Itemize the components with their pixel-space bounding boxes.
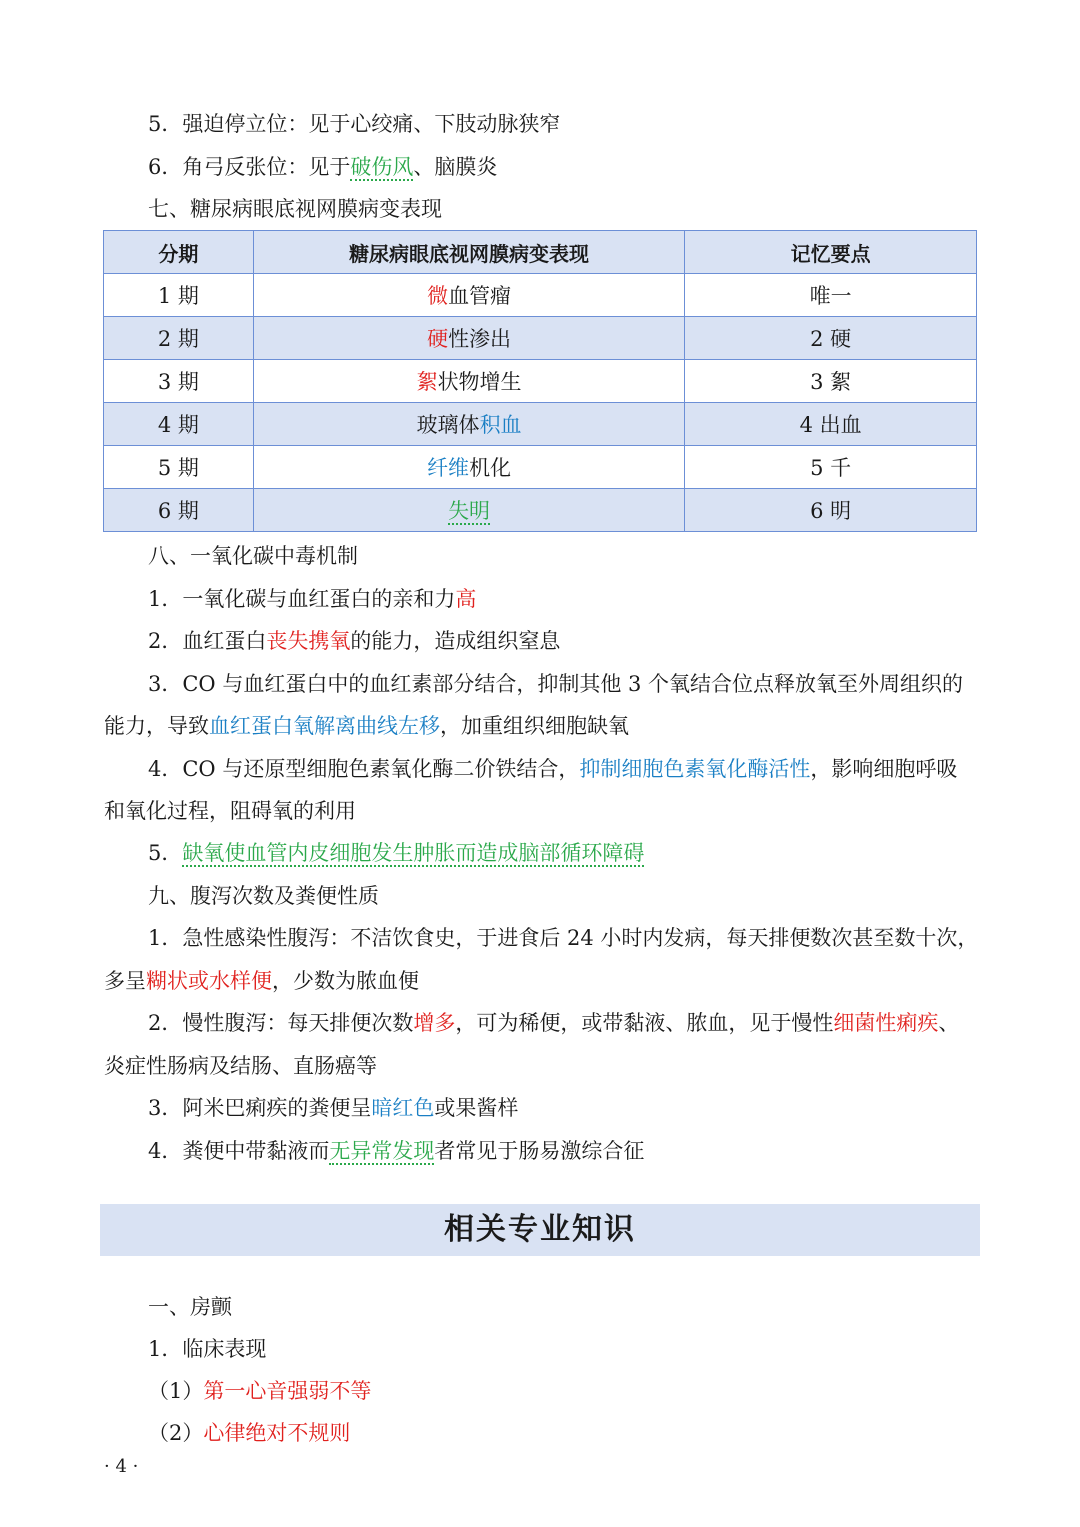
- highlight-red: 心律绝对不规则: [203, 1421, 351, 1445]
- cell-stage: 1 期: [104, 274, 254, 317]
- item-text: （1）: [148, 1379, 204, 1403]
- co-point-3-line2: [104, 705, 980, 747]
- table-row: [104, 446, 977, 489]
- af-item-2: [104, 1412, 980, 1454]
- item-text: 3．阿米巴痢疾的粪便呈: [148, 1096, 372, 1120]
- highlight-blue: 血红蛋白氧解离曲线左移: [209, 714, 440, 738]
- diarrhea-point-4: [104, 1130, 980, 1172]
- item-text: 1．急性感染性腹泻：不洁饮食史，于进食后 24 小时内发病，每天排便数次甚至数十次，: [148, 926, 979, 950]
- section-heading-8: [104, 535, 980, 577]
- item-text: ，可为稀便，或带黏液、脓血，见于慢性: [455, 1011, 834, 1035]
- highlight-green: 缺氧使血管内皮细胞发生肿胀而造成脑部循环障碍: [182, 841, 645, 865]
- item-text: 者常见于肠易激综合征: [434, 1139, 645, 1163]
- table-row: [104, 317, 977, 360]
- item-text: 1．临床表现: [148, 1337, 267, 1361]
- cell-stage: 4 期: [104, 403, 254, 446]
- header-memory-tip: 记忆要点: [685, 231, 977, 274]
- item-text: 2．血红蛋白: [148, 629, 267, 653]
- item-text: （2）: [148, 1421, 204, 1445]
- highlight-red: 增多: [413, 1011, 456, 1035]
- highlight-red: 微: [427, 284, 449, 308]
- item-opisthotonus: [104, 146, 980, 188]
- cell-text: 状物增生: [437, 370, 522, 394]
- diarrhea-point-1-line2: [104, 960, 980, 1002]
- co-point-3-line1: [104, 663, 980, 705]
- item-text: 炎症性肠病及结肠、直肠癌等: [104, 1054, 377, 1078]
- item-forced-standing: [104, 103, 980, 145]
- item-text: ，影响细胞呼吸: [810, 757, 958, 781]
- item-text: 2．慢性腹泻：每天排便次数: [148, 1011, 414, 1035]
- highlight-blue: 暗红色: [371, 1096, 435, 1120]
- co-point-1: [104, 578, 980, 620]
- cell-manifestation: [253, 489, 684, 532]
- item-text: 4．CO 与还原型细胞色素氧化酶二价铁结合，: [148, 757, 580, 781]
- cell-memory: 2 硬: [685, 317, 977, 360]
- cell-manifestation: [253, 274, 684, 317]
- diarrhea-point-2-line1: [104, 1002, 980, 1044]
- cell-memory: 4 出血: [685, 403, 977, 446]
- highlight-red: 第一心音强弱不等: [203, 1379, 372, 1403]
- item-text: 或果酱样: [434, 1096, 519, 1120]
- item-text: 6．角弓反张位：见于: [148, 155, 351, 179]
- highlight-green: 破伤风: [350, 155, 414, 179]
- cell-manifestation: [253, 317, 684, 360]
- highlight-blue: 纤维: [427, 456, 470, 480]
- item-text: 5．: [148, 841, 183, 865]
- cell-manifestation: [253, 446, 684, 489]
- item-text: ，加重组织细胞缺氧: [440, 714, 629, 738]
- item-text: 的能力，造成组织窒息: [350, 629, 561, 653]
- highlight-red: 丧失携氧: [266, 629, 351, 653]
- cell-text: 性渗出: [448, 327, 512, 351]
- diarrhea-point-1-line1: [104, 917, 980, 959]
- item-text: 和氧化过程，阻碍氧的利用: [104, 799, 356, 823]
- cell-text: 机化: [469, 456, 512, 480]
- cell-text: 玻璃体: [416, 413, 480, 437]
- highlight-blue: 抑制细胞色素氧化酶活性: [579, 757, 811, 781]
- highlight-red: 絮: [416, 370, 438, 394]
- cell-manifestation: [253, 360, 684, 403]
- item-text: 5．强迫停立位：见于心绞痛、下肢动脉狭窄: [148, 112, 561, 136]
- section-title: 八、一氧化碳中毒机制: [148, 544, 358, 568]
- cell-stage: 5 期: [104, 446, 254, 489]
- item-text: 4．粪便中带黏液而: [148, 1139, 330, 1163]
- highlight-blue: 积血: [479, 413, 522, 437]
- retinopathy-table: [103, 230, 977, 532]
- section-title: 一、房颤: [148, 1295, 232, 1319]
- cell-text: 血管瘤: [448, 284, 512, 308]
- section-banner: 相关专业知识: [100, 1204, 980, 1256]
- table-row: [104, 360, 977, 403]
- page-number: · 4 ·: [104, 1456, 139, 1477]
- co-point-4-line2: [104, 790, 980, 832]
- co-point-4-line1: [104, 748, 980, 790]
- highlight-green: 失明: [448, 499, 491, 523]
- section-heading-7: [104, 188, 980, 230]
- cell-manifestation: [253, 403, 684, 446]
- item-text: 、: [938, 1011, 960, 1035]
- diarrhea-point-3: [104, 1087, 980, 1129]
- section-heading-af: [104, 1286, 980, 1328]
- highlight-red: 糊状或水样便: [146, 969, 272, 993]
- cell-memory: 唯一: [685, 274, 977, 317]
- table-header-row: [104, 231, 977, 274]
- co-point-5: [104, 832, 980, 874]
- highlight-green: 无异常发现: [329, 1139, 435, 1163]
- section-title: 九、腹泻次数及粪便性质: [148, 884, 379, 908]
- highlight-red: 硬: [427, 327, 449, 351]
- table-row: [104, 274, 977, 317]
- item-text: 能力，导致: [104, 714, 209, 738]
- highlight-red: 高: [455, 587, 477, 611]
- cell-stage: 3 期: [104, 360, 254, 403]
- header-manifestation: 糖尿病眼底视网膜病变表现: [253, 231, 684, 274]
- af-item-1: [104, 1370, 980, 1412]
- table-row: [104, 403, 977, 446]
- item-text: 、脑膜炎: [413, 155, 498, 179]
- diarrhea-point-2-line2: [104, 1045, 980, 1087]
- cell-stage: 6 期: [104, 489, 254, 532]
- header-stage: 分期: [104, 231, 254, 274]
- section-title: 七、糖尿病眼底视网膜病变表现: [148, 197, 442, 221]
- cell-stage: 2 期: [104, 317, 254, 360]
- cell-memory: 6 明: [685, 489, 977, 532]
- section-heading-9: [104, 875, 980, 917]
- highlight-red: 细菌性痢疾: [833, 1011, 939, 1035]
- af-subheading: [104, 1328, 980, 1370]
- item-text: 多呈: [104, 969, 146, 993]
- item-text: ，少数为脓血便: [272, 969, 419, 993]
- item-text: 3．CO 与血红蛋白中的血红素部分结合，抑制其他 3 个氧结合位点释放氧至外周组织的: [148, 672, 964, 696]
- co-point-2: [104, 620, 980, 662]
- table-row: [104, 489, 977, 532]
- cell-memory: 3 絮: [685, 360, 977, 403]
- cell-memory: 5 千: [685, 446, 977, 489]
- item-text: 1．一氧化碳与血红蛋白的亲和力: [148, 587, 456, 611]
